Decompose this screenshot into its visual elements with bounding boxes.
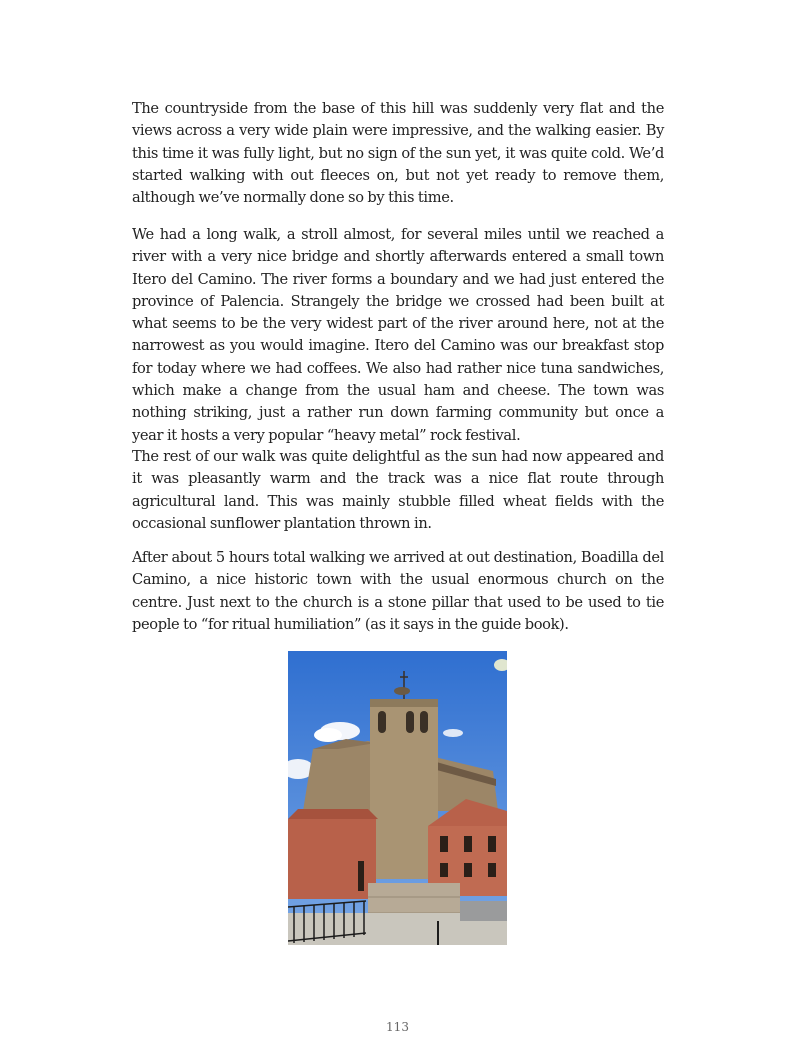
page-number: 113 <box>386 1020 409 1034</box>
window <box>464 863 472 877</box>
window <box>440 863 448 877</box>
roof <box>288 809 378 819</box>
stork-nest <box>394 687 410 695</box>
window <box>488 863 496 877</box>
window <box>464 836 472 852</box>
bell-opening <box>378 711 386 733</box>
cloud <box>314 728 342 742</box>
cloud <box>443 729 463 737</box>
paragraph-2 <box>132 224 664 447</box>
paragraph-text: After about 5 hours total walking we arrived at out destination, Boadilla del Camino, a nice historic town with the usual enormous church on the centre. Just next to the church is a stone pillar that used to be used to tie people to “for ritual humiliation” (as it says in the guide book). <box>132 549 664 633</box>
paragraph-1 <box>132 98 664 209</box>
window <box>440 836 448 852</box>
pavement <box>460 901 507 921</box>
paragraph-text: The countryside from the base of this hill was suddenly very flat and the views across a very wide plain were impressive, and the walking easier. By this time it was fully light, but no sign of the sun yet, it was quite cold. We’d started walking with out fleeces on, but not yet ready to remove them, although we’ve normally done so by this time. <box>132 100 664 207</box>
tower-cornice <box>370 699 438 707</box>
church-photo <box>288 651 507 945</box>
bell-opening <box>420 711 428 733</box>
bell-opening <box>406 711 414 733</box>
door <box>358 861 364 891</box>
paragraph-text: We had a long walk, a stroll almost, for several miles until we reached a river with a very nice bridge and shortly afterwards entered a small town Itero del Camino. The river forms a boundary and we had just entered the province of Palencia. Strangely the bridge we crossed had been built at what seems to be the very widest part of the river around here, not at the narrowest as you would imagine. Itero del Camino was our breakfast stop for today where we had coffees. We also had rather nice tuna sandwiches, which make a change from the usual ham and cheese. The town was nothing striking, just a rather run down farming community but once a year it hosts a very popular “heavy metal” rock festival. <box>132 226 664 444</box>
paragraph-text: The rest of our walk was quite delightful as the sun had now appeared and it was pleasantly warm and the track was a nice flat route through agricultural land. This was mainly stubble filled wheat fields with the occasional sunflower plantation thrown in. <box>132 448 664 532</box>
window <box>488 836 496 852</box>
paragraph-4 <box>132 547 664 636</box>
paragraph-3 <box>132 446 664 535</box>
